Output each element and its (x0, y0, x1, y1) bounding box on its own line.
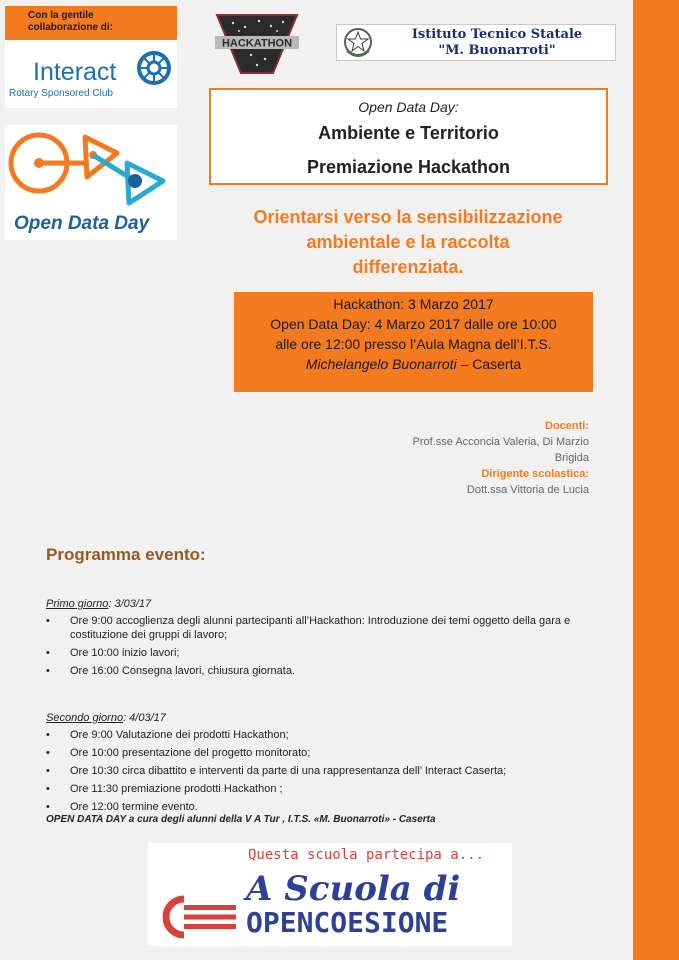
dirigente-name: Dott.ssa Vittoria de Lucia (466, 484, 589, 496)
hackathon-logo (211, 9, 303, 77)
info-line-4 (234, 354, 593, 374)
opencoesione-title: A Scuola di (246, 869, 461, 909)
opencoesione-icon (154, 895, 242, 939)
hackathon-logo-text: HACKATHON (221, 37, 293, 50)
school-name-line-2: "M. Buonarroti" (438, 43, 556, 58)
list-item: • Ore 12:00 termine evento. (46, 800, 622, 814)
info-line-2: Open Data Day: 4 Marzo 2017 dalle ore 10:00 (270, 316, 557, 332)
school-name (381, 27, 613, 59)
docenti-line-2: Brigida (554, 452, 589, 464)
info-line-1: Hackathon: 3 Marzo 2017 (333, 296, 494, 312)
day-2-name: Secondo giorno (46, 712, 124, 724)
tagline-line-1: Orientarsi verso la sensibilizzazione (253, 207, 563, 227)
event-tagline (216, 205, 600, 280)
day-2-date: : 4/03/17 (123, 712, 166, 724)
school-logo (336, 24, 616, 61)
day-1-list (46, 614, 622, 682)
collaboration-label (5, 6, 177, 40)
italian-emblem-icon (343, 27, 373, 59)
interact-subtitle: Rotary Sponsored Club (9, 88, 113, 99)
day-1-label (46, 598, 151, 610)
title-line-1: Ambiente e Territorio (318, 123, 499, 143)
rotary-wheel-icon (136, 50, 172, 86)
docenti-label: Docenti: (545, 420, 589, 432)
day-1-name: Primo giorno (46, 598, 109, 610)
open-data-day-logo-text: Open Data Day (14, 213, 150, 234)
info-venue-city: – Caserta (456, 356, 522, 372)
event-title-box (209, 88, 608, 185)
day-2-list (46, 728, 622, 818)
dirigente-label: Dirigente scolastica: (481, 468, 589, 480)
list-item: • Ore 10:00 inizio lavori; (46, 646, 622, 660)
tagline-line-2: ambientale e la raccolta (306, 232, 510, 252)
open-data-day-icon (5, 125, 177, 215)
program-title: Programma evento: (46, 545, 206, 564)
title-line-2: Premiazione Hackathon (306, 157, 511, 177)
list-item: • Ore 16:00 Consegna lavori, chiusura giornata. (46, 664, 622, 678)
list-item: • Ore 9:00 Valutazione dei prodotti Hackathon; (46, 728, 622, 742)
interact-name: Interact (33, 58, 117, 86)
collab-line-2: collaborazione di: (28, 22, 114, 33)
interact-logo (5, 40, 177, 108)
list-item: • Ore 9:00 accoglienza degli alunni partecipanti all’Hackathon: Introduzione dei temi oggetto della gara e costituzione dei gruppi di lavoro; (46, 614, 622, 642)
info-venue-name: Michelangelo Buonarroti (305, 356, 457, 372)
day-1-date: : 3/03/17 (108, 598, 152, 610)
opencoesione-wordmark: OPENCOESIONE (246, 906, 449, 939)
open-data-day-logo (5, 125, 177, 240)
event-info-box (234, 292, 593, 392)
day-2-label (46, 712, 166, 724)
tagline-line-3: differenziata. (352, 257, 464, 277)
docenti-line-1: Prof.sse Acconcia Valeria, Di Marzio (412, 436, 589, 448)
organizer-credit: OPEN DATA DAY a cura degli alunni della V A Tur , I.T.S. «M. Buonarroti» - Caserta (46, 814, 436, 825)
opencoesione-banner (148, 843, 512, 946)
staff-credits (350, 418, 589, 498)
orange-side-stripe (633, 0, 679, 960)
opencoesione-tagline: Questa scuola partecipa a... (248, 847, 485, 863)
info-line-3: alle ore 12:00 presso l’Aula Magna dell’I.T.S. (275, 336, 552, 352)
list-item: • Ore 11:30 premiazione prodotti Hackathon ; (46, 782, 622, 796)
list-item: • Ore 10:00 presentazione del progetto monitorato; (46, 746, 622, 760)
collab-line-1: Con la gentile (28, 10, 94, 21)
title-prefix: Open Data Day: (358, 99, 459, 115)
list-item: • Ore 10:30 circa dibattito e interventi da parte di una rappresentanza dell’ Interact Caserta; (46, 764, 622, 778)
school-name-line-1: Istituto Tecnico Statale (411, 27, 583, 42)
